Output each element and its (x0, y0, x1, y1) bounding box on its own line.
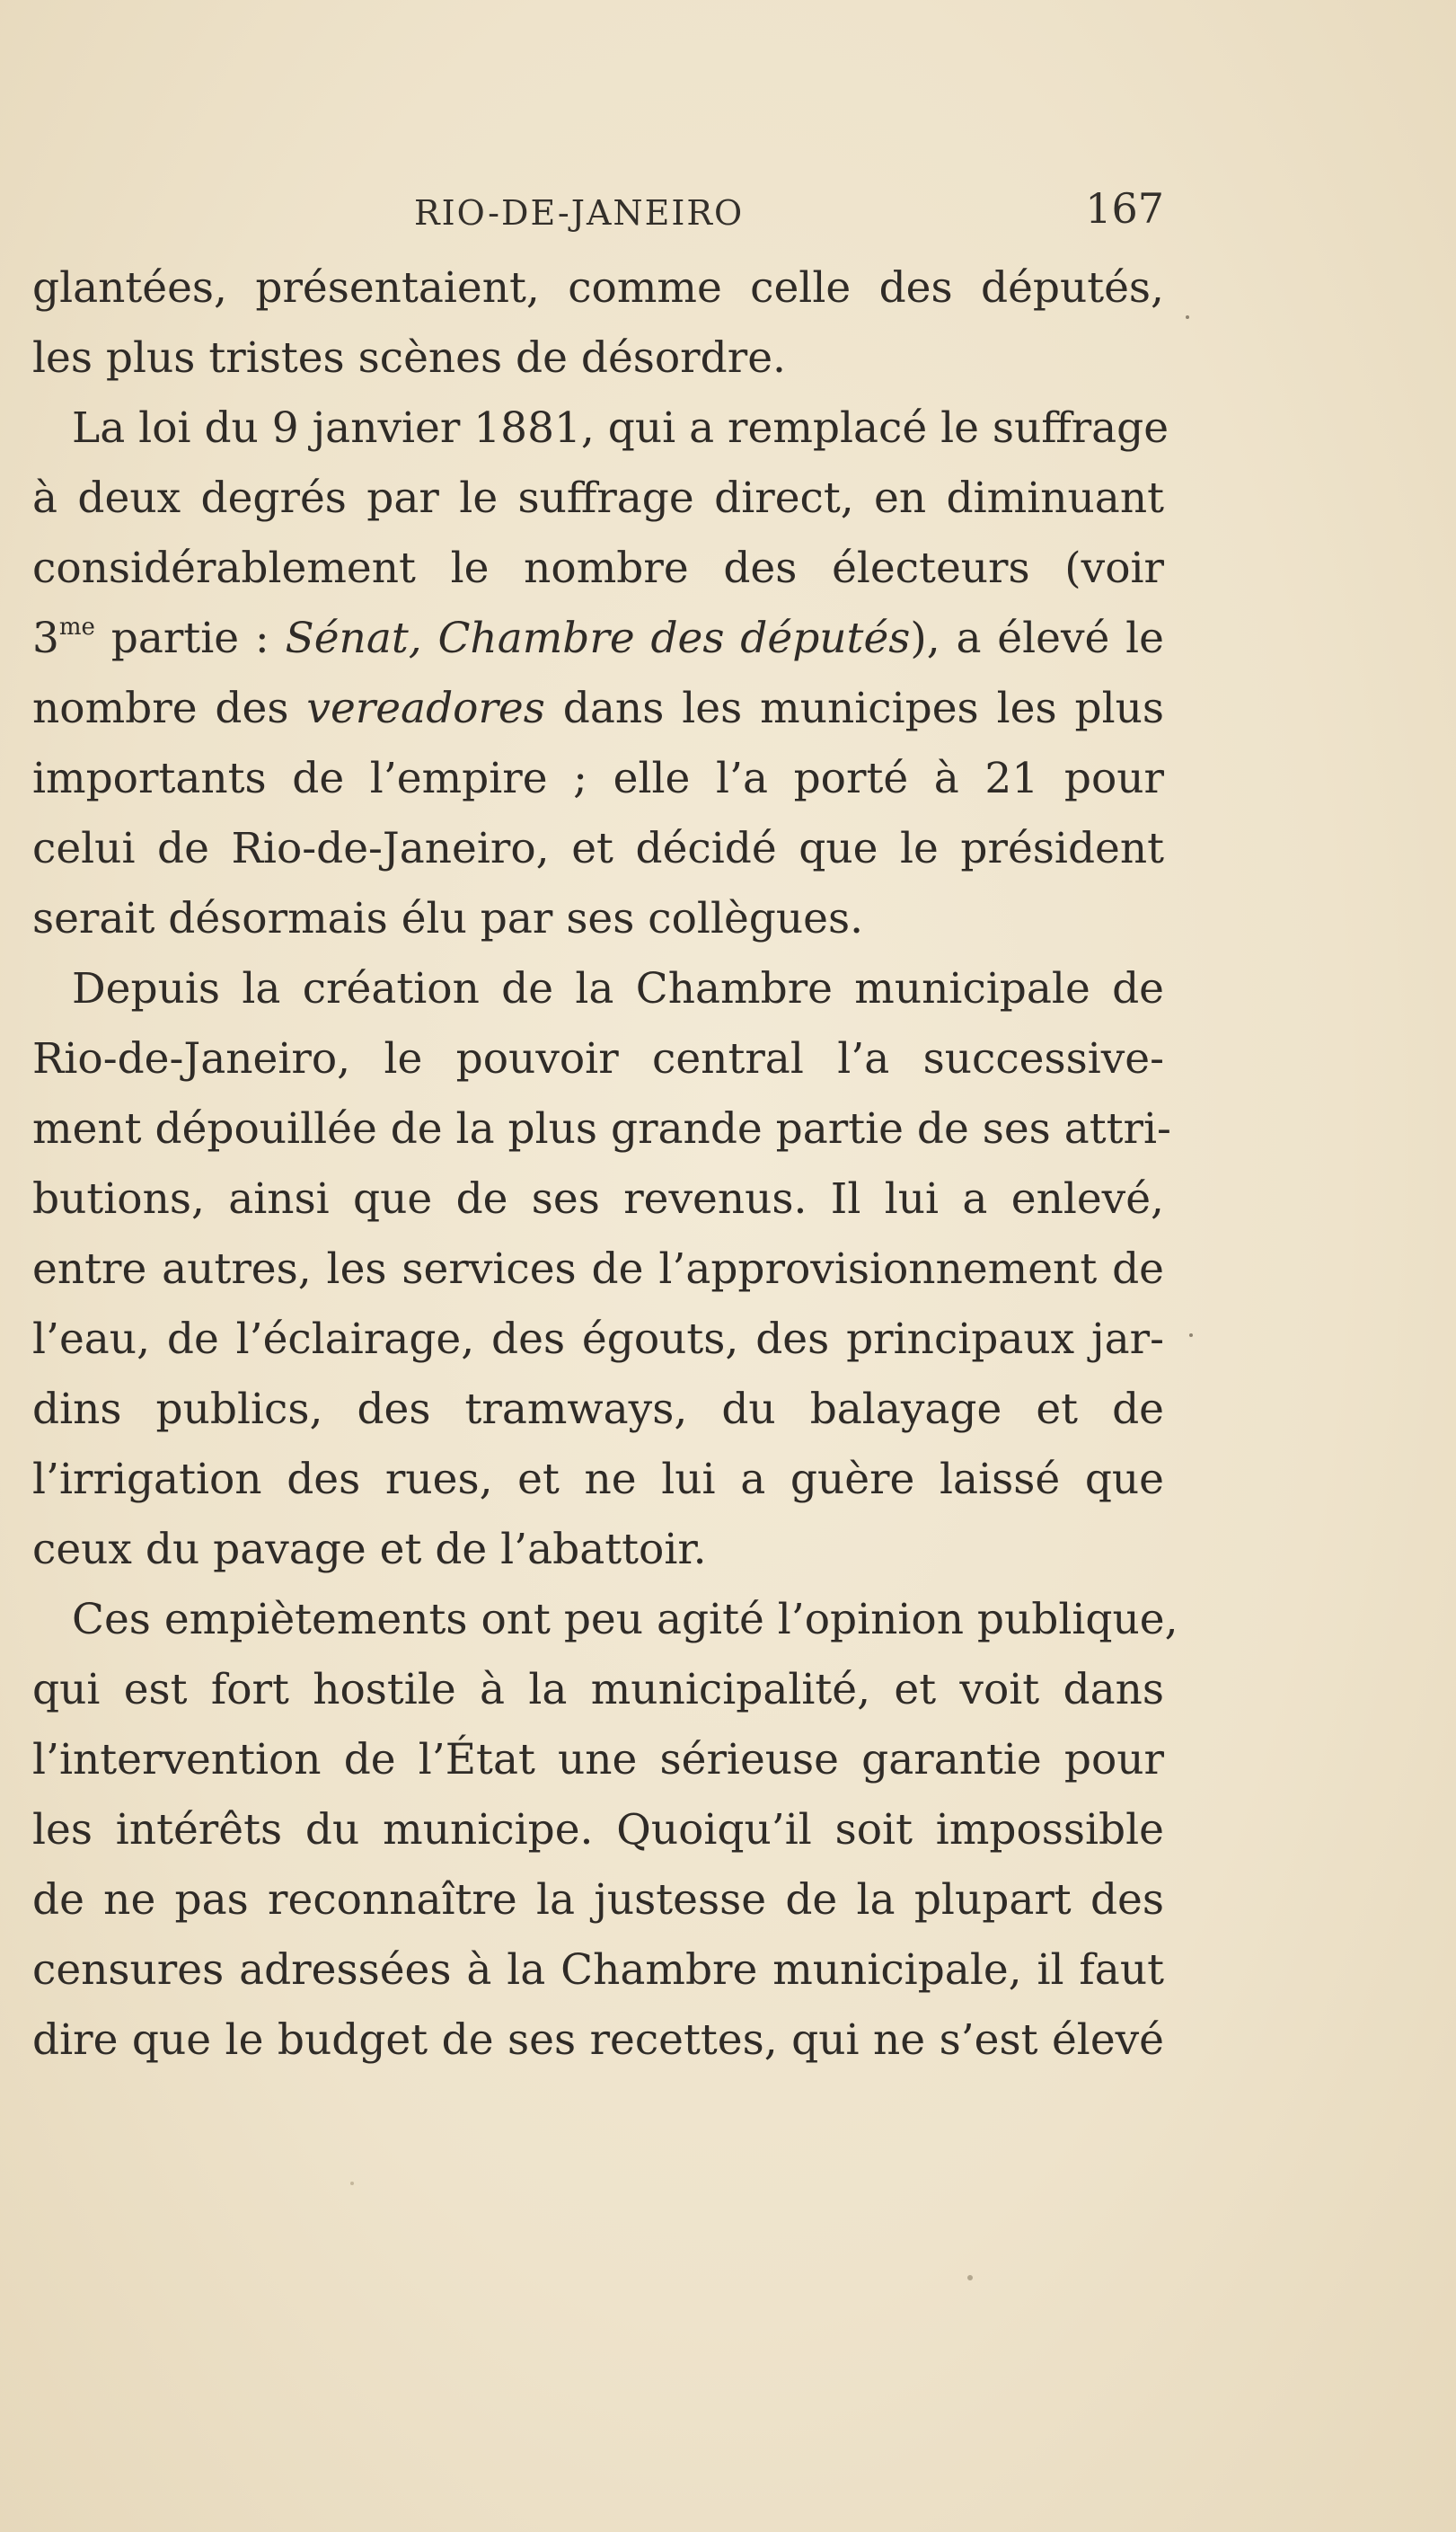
text-line-21: qui est fort hostile à la municipalité, et voit dans (32, 1665, 1164, 1714)
text-line-24: de ne pas reconnaître la justesse de la plupart des (32, 1875, 1164, 1925)
text-line-7: nombre des vereadores dans les municipes les plus (32, 684, 1165, 733)
text-line-20: Ces empiètements ont peu agité l’opinion publique, (72, 1595, 1178, 1644)
text-line-4: à deux degrés par le suffrage direct, en diminuant (32, 474, 1164, 523)
text-line-22: l’intervention de l’État une sérieuse garantie pour (32, 1735, 1164, 1784)
text-line-19: ceux du pavage et de l’abattoir. (32, 1525, 707, 1574)
running-head (32, 184, 1164, 238)
page-number: 167 (1085, 184, 1164, 233)
text-line-2: les plus tristes scènes de désordre. (32, 333, 786, 383)
text-line-13: ment dépouillée de la plus grande partie de ses attri- (32, 1104, 1171, 1154)
italic-reference: Sénat, Chambre des députés (285, 614, 911, 663)
text-line-14: butions, ainsi que de ses revenus. Il lui a enlevé, (32, 1174, 1164, 1224)
text-line-8: importants de l’empire ; elle l’a porté à 21 pour (32, 754, 1164, 803)
text-line-17: dins publics, des tramways, du balayage et de (32, 1385, 1164, 1434)
paper-speck (1186, 315, 1189, 319)
italic-vereadores: vereadores (306, 684, 545, 733)
paper-speck (350, 2182, 354, 2185)
text-line-3: La loi du 9 janvier 1881, qui a remplacé le suffrage (72, 403, 1169, 453)
superscript-me: me (58, 614, 95, 641)
text-line-5: considérablement le nombre des électeurs (voir (32, 544, 1164, 593)
text-line-26: dire que le budget de ses recettes, qui ne s’est élevé (32, 2015, 1164, 2065)
text-line-9: celui de Rio-de-Janeiro, et décidé que le président (32, 824, 1164, 873)
running-title: RIO-DE-JANEIRO (414, 193, 745, 233)
text-line-15: entre autres, les services de l’approvisionnement de (32, 1244, 1164, 1294)
text-line-23: les intérêts du municipe. Quoiqu’il soit impossible (32, 1805, 1164, 1855)
text-line-18: l’irrigation des rues, et ne lui a guère laissé que (32, 1455, 1164, 1504)
text-line-1: glantées, présentaient, comme celle des députés, (32, 263, 1164, 313)
body-text (32, 253, 1178, 2076)
text-line-12: Rio-de-Janeiro, le pouvoir central l’a successive- (32, 1034, 1164, 1084)
text-line-10: serait désormais élu par ses collègues. (32, 894, 864, 943)
text-line-16: l’eau, de l’éclairage, des égouts, des principaux jar- (32, 1315, 1164, 1364)
text-line-25: censures adressées à la Chambre municipale, il faut (32, 1945, 1164, 1995)
text-line-11: Depuis la création de la Chambre municipale de (72, 964, 1164, 1014)
paper-speck (967, 2275, 973, 2280)
text-line-6: $3^{me}$ partie : Sénat, Chambre des députés), a élevé le (32, 614, 1164, 663)
paper-speck (1189, 1333, 1193, 1337)
